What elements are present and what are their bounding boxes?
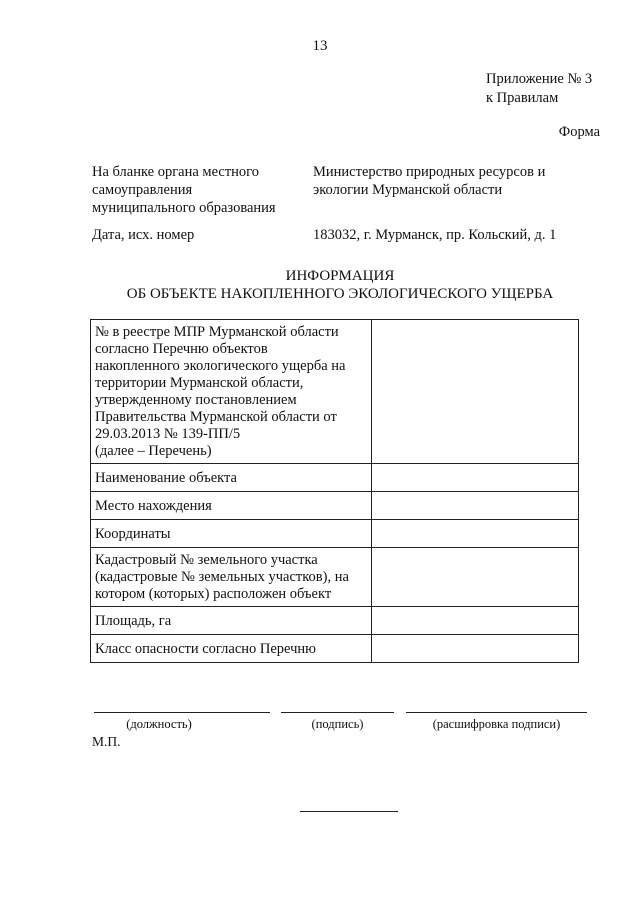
sender-line: На бланке органа местного	[92, 164, 260, 180]
row-label-cadastral-number	[91, 548, 372, 607]
table-row	[91, 520, 579, 548]
name-caption: (расшифровка подписи)	[432, 717, 561, 731]
table-row	[91, 464, 579, 492]
appendix-reference	[486, 70, 592, 108]
position-signature-line[interactable]	[94, 712, 270, 713]
label-line: 29.03.2013 № 139-ПП/5	[95, 426, 241, 442]
label-line: утвержденному постановлением	[95, 392, 297, 408]
value-cell-coordinates[interactable]	[372, 520, 579, 548]
sender-block	[92, 163, 302, 217]
label-line: Кадастровый № земельного участка	[95, 552, 318, 568]
label-line: накопленного экологического ущерба на	[95, 358, 346, 374]
value-cell-hazard-class[interactable]	[372, 635, 579, 663]
table-row	[91, 607, 579, 635]
date-reference: Дата, исх. номер	[92, 227, 195, 243]
table-row	[91, 492, 579, 520]
label-line: территории Мурманской области,	[95, 375, 304, 391]
page-number: 13	[312, 38, 328, 54]
row-label-coordinates: Координаты	[91, 520, 372, 548]
stamp-place-label: М.П.	[92, 734, 121, 749]
table-row	[91, 635, 579, 663]
label-line: Правительства Мурманской области от	[95, 409, 337, 425]
closing-rule	[300, 811, 398, 812]
row-label-area: Площадь, га	[91, 607, 372, 635]
label-line: (далее – Перечень)	[95, 443, 212, 459]
sender-line: самоуправления	[92, 182, 193, 198]
row-label-location: Место нахождения	[91, 492, 372, 520]
name-signature-line[interactable]	[406, 712, 587, 713]
value-cell-registry-number[interactable]	[372, 320, 579, 464]
info-table	[90, 319, 579, 663]
row-label-registry-number	[91, 320, 372, 464]
table-row	[91, 548, 579, 607]
label-line: котором (которых) расположен объект	[95, 586, 332, 602]
recipient-line: экологии Мурманской области	[313, 182, 503, 198]
table-row	[91, 320, 579, 464]
value-cell-object-name[interactable]	[372, 464, 579, 492]
form-label: Форма	[558, 124, 600, 140]
signature-caption: (подпись)	[311, 717, 364, 731]
signature-line[interactable]	[281, 712, 394, 713]
document-title	[60, 267, 620, 303]
title-line-1: ИНФОРМАЦИЯ	[285, 268, 395, 284]
label-line: согласно Перечню объектов	[95, 341, 268, 357]
label-line: № в реестре МПР Мурманской области	[95, 324, 339, 340]
label-line: (кадастровые № земельных участков), на	[95, 569, 349, 585]
row-label-hazard-class: Класс опасности согласно Перечню	[91, 635, 372, 663]
value-cell-cadastral-number[interactable]	[372, 548, 579, 607]
sender-line: муниципального образования	[92, 200, 276, 216]
appendix-line-2: к Правилам	[486, 90, 559, 106]
recipient-line: Министерство природных ресурсов и	[313, 164, 546, 180]
title-line-2: ОБ ОБЪЕКТЕ НАКОПЛЕННОГО ЭКОЛОГИЧЕСКОГО УЩЕРБА	[126, 286, 554, 302]
appendix-line-1: Приложение № 3	[486, 71, 593, 87]
value-cell-location[interactable]	[372, 492, 579, 520]
recipient-address: 183032, г. Мурманск, пр. Кольский, д. 1	[313, 227, 557, 243]
row-label-object-name: Наименование объекта	[91, 464, 372, 492]
recipient-block	[313, 163, 603, 199]
position-caption: (должность)	[126, 717, 192, 731]
value-cell-area[interactable]	[372, 607, 579, 635]
